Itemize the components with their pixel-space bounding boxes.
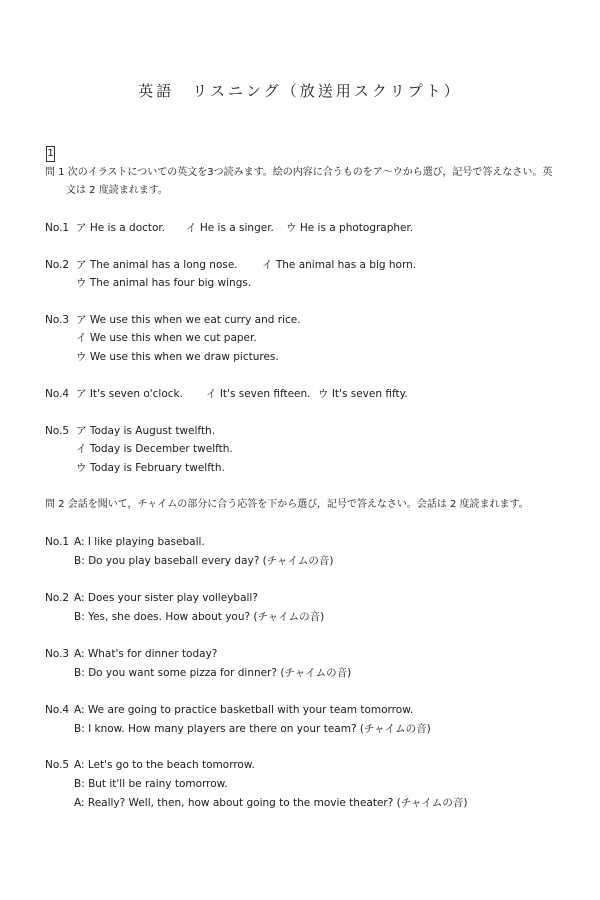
q2-dialogue-line: A: Really? Well, then, how about going to the movie theater? (チャイムの音) <box>74 797 468 809</box>
q2-dialogue-line: B: I know. How many players are there on your team? (チャイムの音) <box>74 723 431 735</box>
q2-item-number: No.3 <box>45 648 70 660</box>
q1-option: ウ Today is February twelfth. <box>76 462 225 474</box>
q2-item-number: No.2 <box>45 592 70 604</box>
q1-item-number: No.4 <box>45 388 70 400</box>
q2-item-number: No.4 <box>45 704 70 716</box>
q1-option: イ The animal has a big horn. <box>262 259 417 271</box>
page-title: 英語 リスニング（放送用スクリプト） <box>138 82 462 100</box>
q1-option: イ He is a singer. <box>186 222 274 234</box>
q2-dialogue-line: B: Do you want some pizza for dinner? (チャイムの音) <box>74 667 352 679</box>
q1-option: ウ The animal has four big wings. <box>76 277 252 289</box>
q1-item-number: No.5 <box>45 425 70 437</box>
q2-dialogue-line: B: But it'll be rainy tomorrow. <box>74 778 228 790</box>
q1-instruction-line2: 文は 2 度読まれます。 <box>66 185 168 196</box>
q2-dialogue-line: A: I like playing baseball. <box>74 536 205 548</box>
q2-dialogue-line: B: Yes, she does. How about you? (チャイムの音) <box>74 611 325 623</box>
section-number-box: 1 <box>46 146 55 162</box>
q1-option: イ It's seven fifteen. <box>206 388 311 400</box>
q2-instruction: 問 2 会話を聞いて，チャイムの部分に合う応答を下から選び，記号で答えなさい。会話は 2 度読まれます。 <box>45 499 529 510</box>
q1-option: ア We use this when we eat curry and rice. <box>76 314 301 326</box>
q2-item-number: No.5 <box>45 759 70 771</box>
q1-item-number: No.3 <box>45 314 70 326</box>
q1-item-number: No.2 <box>45 259 70 271</box>
q1-option: ウ We use this when we draw pictures. <box>76 351 279 363</box>
q2-dialogue-line: A: What's for dinner today? <box>74 648 218 660</box>
q1-instruction-line1: 問 1 次のイラストについての英文を3つ読みます。絵の内容に合うものをア〜ウから選び，記号で答えなさい。英 <box>45 167 553 178</box>
q1-option: ア He is a doctor. <box>76 222 166 234</box>
q2-dialogue-line: A: We are going to practice basketball with your team tomorrow. <box>74 704 414 716</box>
q1-option: イ We use this when we cut paper. <box>76 332 257 344</box>
q2-dialogue-line: A: Does your sister play volleyball? <box>74 592 258 604</box>
q2-dialogue-line: B: Do you play baseball every day? (チャイムの音) <box>74 555 334 567</box>
q1-option: ア It's seven o'clock. <box>76 388 183 400</box>
q1-option: ア The animal has a long nose. <box>76 259 238 271</box>
q1-item-number: No.1 <box>45 222 70 234</box>
q1-option: ウ He is a photographer. <box>286 222 414 234</box>
q1-option: ア Today is August twelfth. <box>76 425 216 437</box>
q1-option: イ Today is December twelfth. <box>76 443 233 455</box>
q2-dialogue-line: A: Let's go to the beach tomorrow. <box>74 759 255 771</box>
q2-item-number: No.1 <box>45 536 70 548</box>
q1-option: ウ It's seven fifty. <box>318 388 408 400</box>
